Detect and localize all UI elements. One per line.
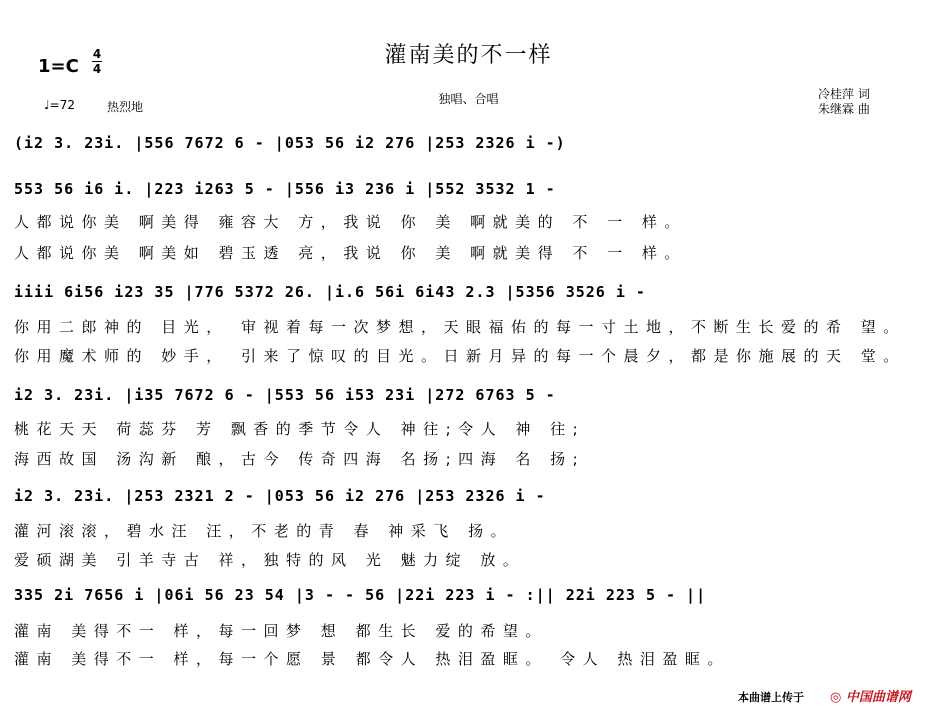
score-row-notes: i2 3. 23i. |i35 7672 6 - |553 56 i53 23i |272 6763 5 - (14, 386, 556, 404)
key-signature: 1=C (38, 56, 79, 77)
score-row-notes: 335 2i 7656 i |06i 56 23 54 |3 - - 56 |22i 223 i - :|| 22i 223 5 - || (14, 586, 707, 604)
site-logo-text: 中国曲谱网 (845, 690, 911, 705)
composer-credit: 朱继霖 曲 (818, 102, 870, 116)
time-signature (92, 48, 102, 75)
time-signature-top: 4 (92, 47, 102, 61)
lyricist-credit: 冷桂萍 词 (818, 87, 870, 101)
lyric-line: 人都说你美 啊美得 雍容大 方，我说 你 美 啊就美的 不 一 样。 (14, 213, 687, 231)
lyric-line: 海西故国 汤沟新 酿，古今 传奇四海 名扬;四海 名 扬; (14, 450, 586, 468)
lyric-line: 灌河滚滚，碧水汪 汪，不老的青 春 神采飞 扬。 (14, 522, 514, 540)
tempo-marking: ♩=72 (44, 98, 75, 112)
lyric-line: 灌南 美得不一 样，每一回梦 想 都生长 爱的希望。 (14, 622, 548, 640)
score-row-notes: i2 3. 23i. |253 2321 2 - |053 56 i2 276 |253 2326 i - (14, 487, 546, 505)
lyric-line: 你用魔术师的 妙手， 引来了惊叹的目光。日新月异的每一个晨夕，都是你施展的天 堂。 (14, 347, 906, 365)
lyric-line: 灌南 美得不一 样，每一个愿 景 都令人 热泪盈眶。 令人 热泪盈眶。 (14, 650, 730, 668)
score-row-notes: iiii 6i56 i23 35 |776 5372 26. |i.6 56i 6i43 2.3 |5356 3526 i - (14, 283, 646, 301)
performance-type: 独唱、合唱 (438, 92, 499, 106)
song-title: 灌南美的不一样 (384, 43, 553, 68)
upload-note: 本曲谱上传于 (738, 691, 804, 704)
lyric-line: 你用二郎神的 目光， 审视着每一次梦想，天眼福佑的每一寸土地，不断生长爱的希 望。 (14, 318, 906, 336)
time-signature-bottom: 4 (92, 62, 102, 76)
score-row-notes: (i2 3. 23i. |556 7672 6 - |053 56 i2 276 |253 2326 i -) (14, 134, 566, 152)
score-row-notes: 553 56 i6 i. |223 i263 5 - |556 i3 236 i |552 3532 1 - (14, 180, 556, 198)
lyric-line: 桃花天天 荷蕊芬 芳 飘香的季节令人 神往;令人 神 往; (14, 420, 586, 438)
lyric-line: 爱硕湖美 引羊寺古 祥，独特的风 光 魅力绽 放。 (14, 551, 526, 569)
site-logo: ◎ 中国曲谱网 (830, 690, 911, 705)
mood-marking: 热烈地 (107, 100, 144, 114)
lyric-line: 人都说你美 啊美如 碧玉透 亮，我说 你 美 啊就美得 不 一 样。 (14, 244, 687, 262)
